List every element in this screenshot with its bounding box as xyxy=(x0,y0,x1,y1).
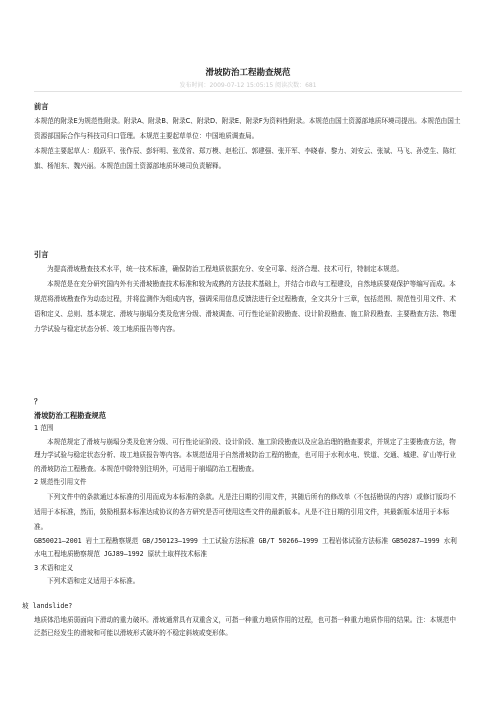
section-3-heading: 3 术语和定义 xyxy=(34,563,74,572)
intro-section xyxy=(34,247,462,337)
section-2-references: GB50021—2001 岩土工程勘察规范 GB/J50123—1999 土工试验方法标准 GB/T 50266—1999 工程岩体试验方法标准 GB50287—1999 水利水电工程地质勘察规范 JGJ89—1992 原状土取样技术标准 xyxy=(34,536,457,558)
section-1-heading: 1 范围 xyxy=(34,424,54,432)
main-heading: 滑坡防治工程勘查规范 xyxy=(34,410,106,420)
preface-paragraph-1: 本规范的附录E为规范性附录。附录A、附录B、附录C、附录D、附录E、附录F为资料性附录。本规范由国土资源部地质环境司提出。本规范由国土资源部国际合作与科技司归口管理。本规范主要起草单位：中国地质调查局。 xyxy=(34,117,461,140)
publish-meta: 发布时间：2009-07-12 15:05:15 阅读次数：681 xyxy=(179,82,317,89)
intro-heading: 引言 xyxy=(34,250,49,259)
question-mark: ？ xyxy=(34,397,42,406)
intro-paragraph-2: 本规范是在充分研究国内外有关滑坡勘查技术标准和较为成熟的方法技术基础上，并结合市政与工程建设，自然地质要观保护等编写而成。本规范将滑坡勘查作为动态过程，并将监测作为组成内容，强调采用信息反馈法进行全过程勘查，全文共分十三章，包括范围、规范性引用文件、术语和定义、总则、基本规定、滑坡与崩塌分类及危害分级、滑坡调查、可行性论证阶段勘查、设计阶段勘查、施工阶段勘查、主要勘查方法、物理力学试验与稳定状态分析、竣工地质报告等内容。 xyxy=(34,280,456,333)
intro-paragraph-1: 为提高滑坡勘查技术水平，统一技术标准，确保防治工程地质依据充分、安全可靠、经济合理、技术可行，特制定本规范。 xyxy=(47,265,404,273)
document-title: 滑坡防治工程勘查规范 xyxy=(205,68,291,78)
preface-paragraph-2: 本规范主要起草人：殷跃平、张作辰、彭轩明、张茂省、郑万模、赵松江、郭建强、张开军、李晓春、黎力、刘安云、张斌、马飞、孙党生、陈红旗、杨旭东、魏兴丽。本规范由国土资源部地质环境司负责解释。 xyxy=(34,147,456,170)
section-2-heading: 2 规范性引用文件 xyxy=(34,478,87,486)
preface-heading: 前言 xyxy=(34,102,49,111)
section-2-paragraph: 下列文件中的条款通过本标准的引用而成为本标准的条款。凡是注日期的引用文件，其随后所有的修改单（不包括勘误的内容）或修订版均不适用于本标准，然而，鼓励根据本标准达成协议的各方研究是否可使用这些文件的最新版本。凡是不注日期的引用文件，其最新版本适用于本标准。 xyxy=(34,492,456,531)
preface-section xyxy=(34,99,462,174)
term-definition: 地质体沿地质弱面向下滑动的重力破坏。滑坡通常具有双重含义，可指一种重力地质作用的过程，也可指一种重力地质作用的结果。注：本规范中泛指已经发生的滑坡和可能以滑坡形式破坏的不稳定斜坡或变形体。 xyxy=(34,615,456,637)
main-section xyxy=(34,395,462,589)
term-heading: 坡 landslide? xyxy=(22,602,73,610)
title-divider xyxy=(34,91,462,92)
section-3-paragraph: 下列术语和定义适用于本标准。 xyxy=(47,577,140,585)
section-1-paragraph: 本规范规定了滑坡与崩塌分类及危害分级、可行性论证阶段、设计阶段、施工阶段勘查以及应急治理的勘查要求，并规定了主要勘查方法，物理力学试验与稳定状态分析、竣工地质报告等内容。本规范适用于自然滑坡防治工程的勘查，也可用于水利水电、铁道、交通、城建、矿山等行业的滑坡防治工程勘查。本规范中除特别注明外，可适用于崩塌防治工程勘查。 xyxy=(34,437,456,473)
term-section xyxy=(22,600,462,641)
